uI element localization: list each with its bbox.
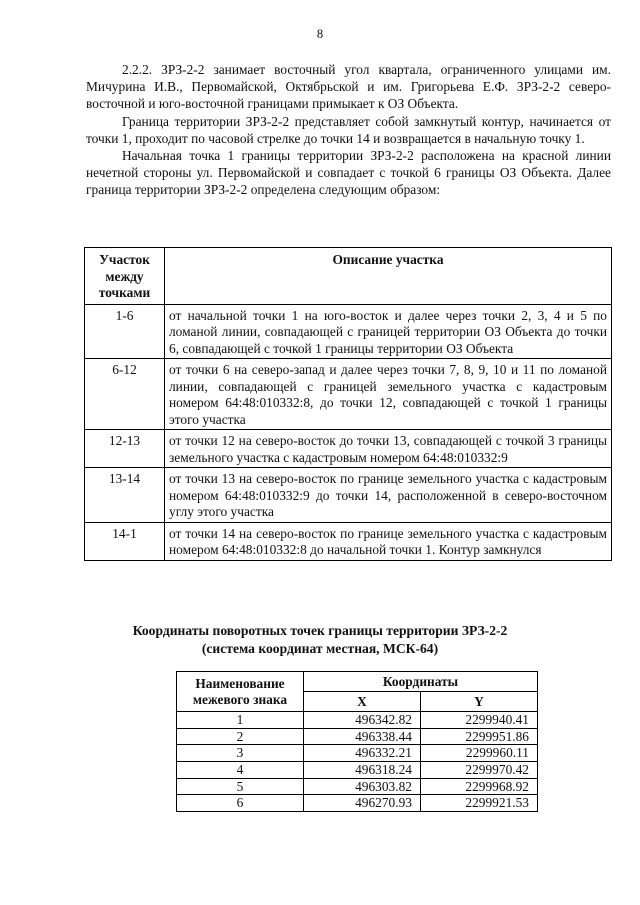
table-row: [177, 761, 538, 778]
coordinates-title: [0, 622, 640, 658]
marker-name-cell: 6: [177, 795, 304, 812]
y-cell: 2299921.53: [421, 795, 538, 812]
paragraph-1: 2.2.2. ЗРЗ-2-2 занимает восточный угол квартала, ограниченного улицами им. Мичурина И.В., Первомайской, Октябрьской и им. Григорьева Е.Ф. ЗРЗ-2-2 северо-восточной и юго-восточной границами примыкает к ОЗ Объекта.: [86, 62, 611, 112]
description-cell: от точки 13 на северо-восток по границе земельного участка с кадастровым номером 64:48:010332:9 до точки 14, расположенной в северо-восточном углу этого участка: [165, 468, 612, 523]
table-row: [177, 745, 538, 762]
marker-name-cell: 5: [177, 778, 304, 795]
table-row: [85, 430, 612, 468]
segment-cell: 14-1: [85, 522, 165, 560]
x-cell: 496342.82: [304, 712, 421, 729]
paragraph-2: Граница территории ЗРЗ-2-2 представляет собой замкнутый контур, начинается от точки 1, проходит по часовой стрелке до точки 14 и возвращается в начальную точку 1.: [86, 113, 611, 146]
description-cell: от точки 14 на северо-восток по границе земельного участка с кадастровым номером 64:48:010332:8 до начальной точки 1. Контур замкнулся: [165, 522, 612, 560]
marker-name-cell: 1: [177, 712, 304, 729]
segment-cell: 12-13: [85, 430, 165, 468]
intro-text: [86, 61, 611, 199]
description-cell: от начальной точки 1 на юго-восток и далее через точки 2, 3, 4 и 5 по ломаной линии, совпадающей с границей территории ОЗ Объекта до точки 6, совпадающей с точкой 1 границы территории ОЗ Объекта: [165, 304, 612, 359]
y-cell: 2299951.86: [421, 728, 538, 745]
table-header-row: [85, 248, 612, 305]
coordinates-title-line2: (система координат местная, МСК-64): [201, 641, 439, 656]
description-cell: от точки 6 на северо-запад и далее через точки 7, 8, 9, 10 и 11 по ломаной линии, совпадающей с границей земельного участка с кадастровым номером 64:48:010332:8, до точки 12, совпадающей с точкой 1 границы этого участка: [165, 359, 612, 430]
y-cell: 2299970.42: [421, 761, 538, 778]
coordinates-table: [176, 671, 538, 812]
description-header: Описание участка: [165, 248, 612, 305]
table-row: [85, 359, 612, 430]
segment-cell: 6-12: [85, 359, 165, 430]
y-cell: 2299960.11: [421, 745, 538, 762]
coordinates-title-line1: Координаты поворотных точек границы территории ЗРЗ-2-2: [132, 623, 508, 638]
x-cell: 496270.93: [304, 795, 421, 812]
table-row: [177, 778, 538, 795]
y-cell: 2299968.92: [421, 778, 538, 795]
x-cell: 496318.24: [304, 761, 421, 778]
y-cell: 2299940.41: [421, 712, 538, 729]
x-cell: 496303.82: [304, 778, 421, 795]
table-row: [85, 304, 612, 359]
coordinates-header: Координаты: [304, 672, 538, 692]
table-row: [85, 522, 612, 560]
segment-header: Участок между точками: [85, 248, 165, 305]
marker-name-cell: 4: [177, 761, 304, 778]
segment-cell: 1-6: [85, 304, 165, 359]
table-row: [177, 728, 538, 745]
y-header: Y: [421, 692, 538, 712]
marker-name-header: Наименование межевого знака: [177, 672, 304, 712]
segment-description-table: [84, 247, 612, 561]
table-row: [177, 795, 538, 812]
x-header: X: [304, 692, 421, 712]
marker-name-cell: 3: [177, 745, 304, 762]
page-number: 8: [316, 27, 324, 41]
table-row: [85, 468, 612, 523]
segment-cell: 13-14: [85, 468, 165, 523]
description-cell: от точки 12 на северо-восток до точки 13, совпадающей с точкой 3 границы земельного участка с кадастровым номером 64:48:010332:9: [165, 430, 612, 468]
coord-header-row: [177, 672, 538, 692]
paragraph-3: Начальная точка 1 границы территории ЗРЗ-2-2 расположена на красной линии нечетной стороны ул. Первомайской и совпадает с точкой 6 границы ОЗ Объекта. Далее граница территории ЗРЗ-2-2 определена следующим образом:: [86, 148, 611, 198]
x-cell: 496338.44: [304, 728, 421, 745]
marker-name-cell: 2: [177, 728, 304, 745]
table-row: [177, 712, 538, 729]
x-cell: 496332.21: [304, 745, 421, 762]
